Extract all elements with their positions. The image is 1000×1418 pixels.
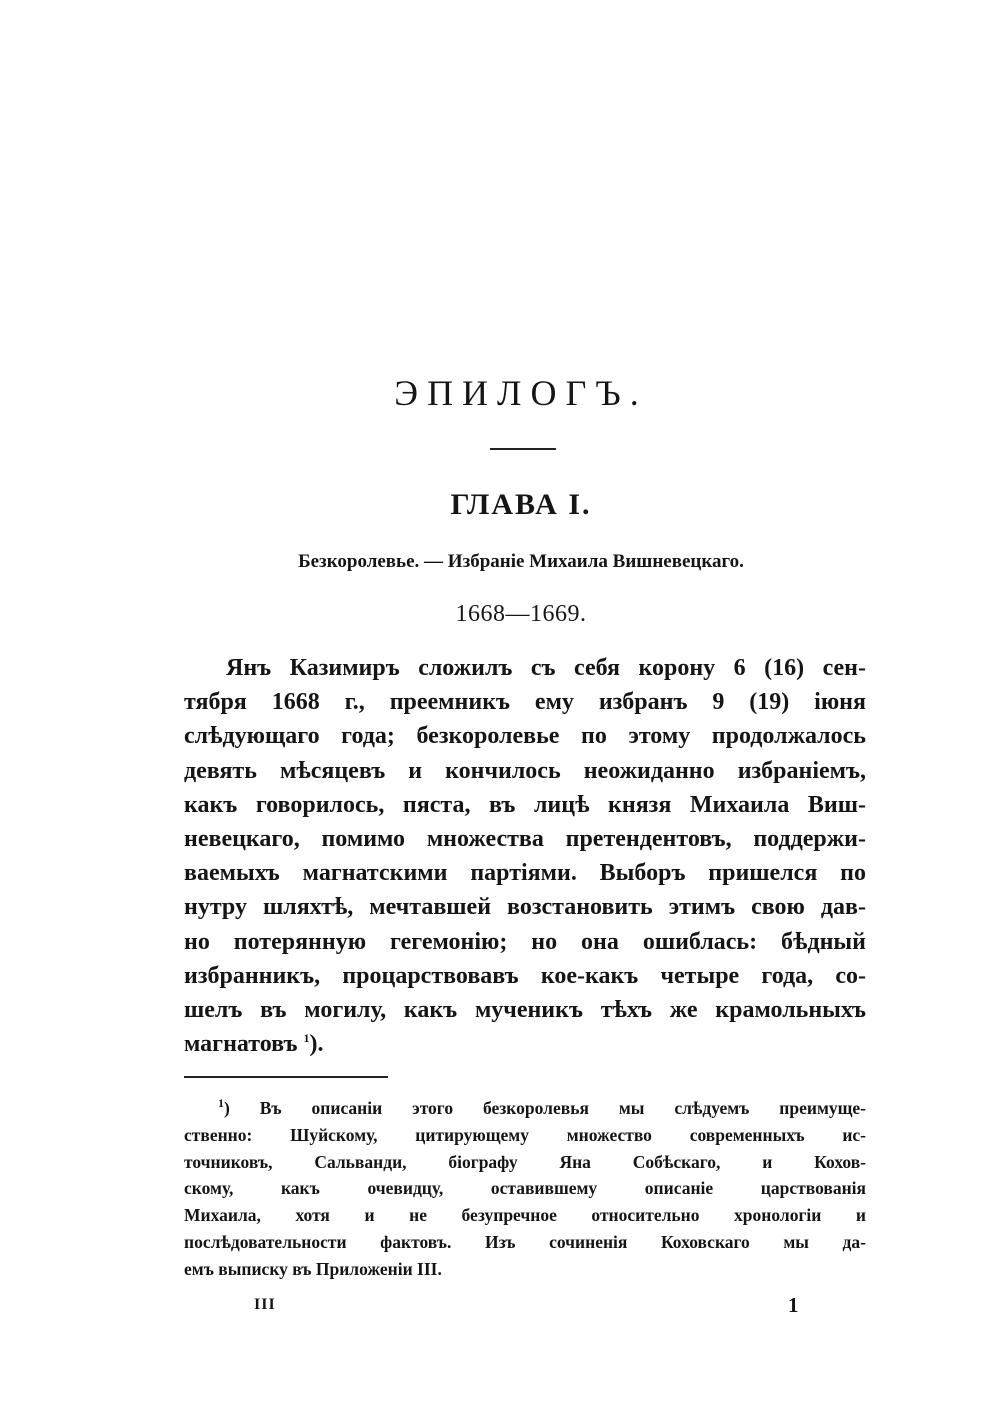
footnote-line-last: емъ выписку въ Приложенiи III. [184, 1258, 442, 1279]
body-paragraph [184, 651, 866, 1061]
printer-signature: III [254, 1296, 276, 1313]
title-divider [490, 448, 556, 450]
footnote-line-text: ) Въ описанiи этого безкоролевья мы слѣдуемъ преимуще- [224, 1098, 866, 1118]
body-line: ваемыхъ магнатскими партiями. Выборъ пришелся по [184, 860, 866, 887]
chapter-years: 1668—1669. [455, 601, 587, 627]
footnote-mark: 1 [218, 1096, 224, 1111]
footnote-line [184, 1095, 866, 1122]
footnote-line: ственно: Шуйскому, цитирующему множество современныхъ ис- [184, 1124, 866, 1145]
body-line: Янъ Казимиръ сложилъ съ себя корону 6 (16) сен- [226, 655, 866, 681]
body-line: нутру шляхтѣ, мечтавшей возстановить этимъ свою дав- [184, 894, 866, 921]
body-line: невецкаго, помимо множества претендентовъ, поддержи- [184, 826, 866, 853]
chapter-heading: ГЛАВА I. [450, 488, 592, 521]
body-line: какъ говорилось, пяста, въ лицѣ князя Михаила Виш- [184, 791, 866, 818]
body-last-end: ). [309, 1031, 324, 1058]
footnote-reference[interactable]: 1 [303, 1031, 310, 1046]
footnote-line: точниковъ, Сальванди, бiографу Яна Собѣскаго, и Кохов- [184, 1151, 866, 1172]
footnote-line: Михаила, хотя и не безупречное относительно хронологiи и [184, 1205, 866, 1226]
body-line: избранникъ, процарствовавъ кое-какъ четыре года, со- [184, 962, 866, 989]
body-line-last [184, 1027, 866, 1061]
body-line: но потерянную гегемонiю; но она ошиблась: бѣдный [184, 928, 866, 955]
chapter-subtitle: Безкоролевье. — Избранiе Михаила Вишневецкаго. [298, 551, 744, 572]
footnote-line: послѣдовательности фактовъ. Изъ сочиненiя Коховскаго мы да- [184, 1231, 866, 1252]
body-line: шелъ въ могилу, какъ мученикъ тѣхъ же крамольныхъ [184, 997, 866, 1024]
footnote-divider [184, 1076, 388, 1078]
footnote-line: скому, какъ очевидцу, оставившему описанiе царствованiя [184, 1178, 866, 1199]
section-title: ЭПИЛОГЪ. [394, 373, 648, 413]
body-line: девять мѣсяцевъ и кончилось неожиданно избранiемъ, [184, 757, 866, 784]
body-line: тября 1668 г., преемникъ ему избранъ 9 (19) iюня [184, 689, 866, 716]
body-last-text: магнатовъ [184, 1031, 304, 1058]
body-line: слѣдующаго года; безкоролевье по этому продолжалось [184, 723, 866, 750]
page-number: 1 [788, 1293, 799, 1317]
footnote [184, 1095, 866, 1283]
